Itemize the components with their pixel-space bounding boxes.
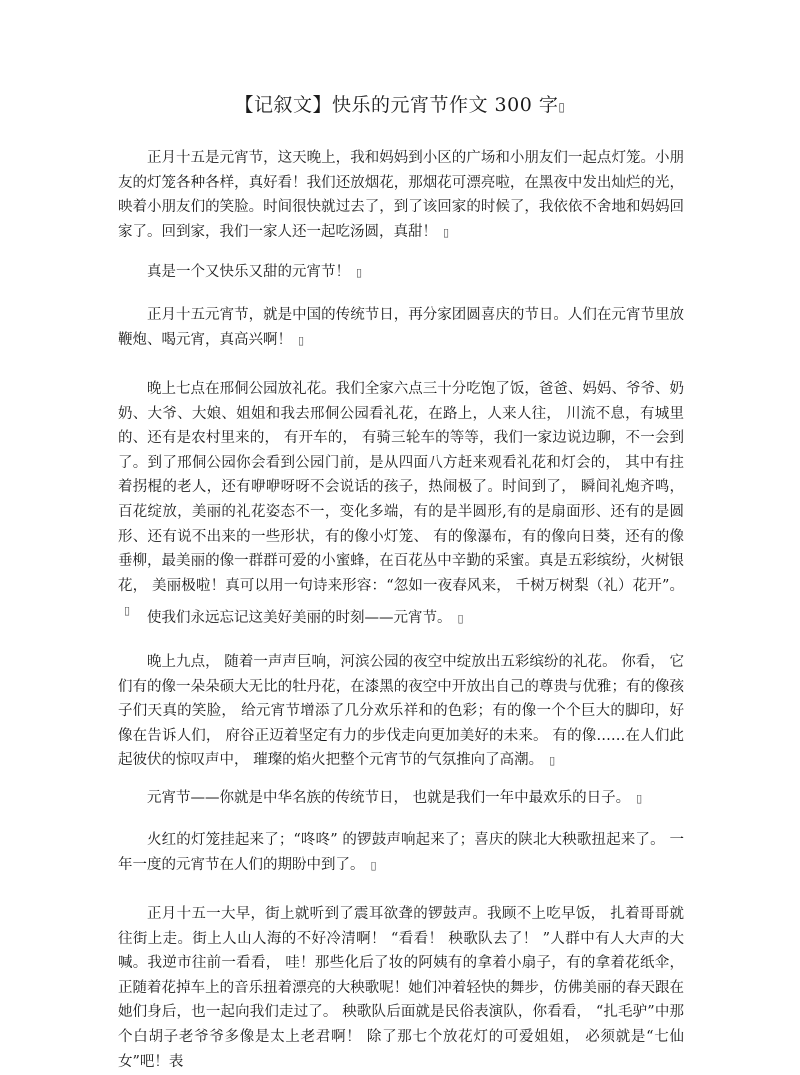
paragraph [118,786,684,812]
paragraph [118,606,684,632]
missing-glyph-icon: ▯ [356,266,363,279]
missing-glyph-icon: ▯ [558,100,566,114]
paragraph [118,650,684,774]
missing-glyph-icon: ▯ [457,612,464,625]
paragraph [118,377,684,624]
paragraph-text: 火红的灯笼挂起来了；“咚咚” 的锣鼓声响起来了；喜庆的陕北大秧歌扭起来了。 一年一度的元宵节在人们的期盼中到了。 [118,832,684,873]
missing-glyph-icon: ▯ [298,333,305,347]
missing-glyph-icon: ▯ [443,225,450,239]
paragraph-text: 正月十五元宵节，就是中国的传统节日，再分家团圆喜庆的节日。人们在元宵节里放鞭炮、喝元宵，真高兴啊！ [118,307,684,348]
paragraph [118,902,684,1075]
missing-glyph-icon: ▯ [636,792,643,805]
paragraph-text: 元宵节——你就是中华名族的传统节日， 也就是我们一年中最欢乐的日子。 [147,790,631,806]
paragraph [118,828,684,878]
paragraph-text: 晚上九点， 随着一声声巨响，河滨公园的夜空中绽放出五彩缤纷的礼花。 你看， 它们有的像一朵朵硕大无比的牡丹花，在漆黑的夜空中开放出自己的尊贵与优雅；有的像孩子们天真的笑脸， 给元宵节增添了几分欢乐祥和的色彩；有的像一个个巨大的脚印，好像在告诉人们， 府谷正迈着坚定有力的步伐走向更加美好的未来。 有的像……在人们此起彼伏的惊叹声中， 璀璨的焰火把整个元宵节的气氛推向了高潮。 [118,654,684,769]
missing-glyph-icon: ▯ [124,604,131,618]
paragraph-text: 正月十五一大早，街上就听到了震耳欲聋的锣鼓声。我顾不上吃早饭， 扎着哥哥就往街上走。街上人山人海的不好冷清啊！ “看看！ 秧歌队去了！ ”人群中有人大声的大喊。我逆市往前一看看， 哇！那些化后了妆的阿姨有的拿着小扇子，有的拿着花纸伞，正随着花掉车上的音乐扭着漂亮的大秧歌呢！她们冲着轻快的舞步，仿佛美丽的春天跟在她们身后，也一起向我们走过了。 秧歌队后面就是民俗表演队，你看看， “扎毛驴”中那个白胡子老爷爷多像是太上老君啊！ 除了那七个放花灯的可爱姐姐， 必须就是“七仙女”吧！表 [118,906,684,1070]
missing-glyph-icon: ▯ [549,754,556,768]
missing-glyph-icon: ▯ [370,858,377,872]
paragraph-text: 正月十五是元宵节，这天晚上，我和妈妈到小区的广场和小朋友们一起点灯笼。小朋友的灯笼各种各样，真好看！我们还放烟花，那烟花可漂亮啦，在黑夜中发出灿烂的光，映着小朋友们的笑脸。时间很快就过去了，到了该回家的时候了，我依依不舍地和妈妈回家了。回到家，我们一家人还一起吃汤圆，真甜！ [118,150,684,240]
paragraph-text: 晚上七点在邢侗公园放礼花。我们全家六点三十分吃饱了饭，爸爸、妈妈、爷爷、奶奶、大爷、大娘、姐姐和我去邢侗公园看礼花，在路上，人来人往， 川流不息，有城里的、还有是农村里来的， 有开车的， 有骑三轮车的等等，我们一家边说边聊，不一会到了。到了邢侗公园你会看到公园门前，是从四面八方赶来观看礼花和灯会的， 其中有拄着拐棍的老人，还有咿咿呀呀不会说话的孩子，热闹极了。时间到了， 瞬间礼炮齐鸣，百花绽放，美丽的礼花姿态不一，变化多端，有的是半圆形,有的是扇面形、还有的是圆形、还有说不出来的一些形状，有的像小灯笼、 有的像瀑布，有的像向日葵，还有的像垂柳，最美丽的像一群群可爱的小蜜蜂，在百花丛中辛勤的采蜜。真是五彩缤纷，火树银花， 美丽极啦！真可以用一句诗来形容：“忽如一夜春风来， 千树万树梨（礼）花开”。 [118,381,684,594]
paragraph-text: 使我们永远忘记这美好美丽的时刻——元宵节。 [147,610,452,626]
paragraph [118,260,684,286]
title-text: 【记叙文】快乐的元宵节作文 300 字 [234,94,559,116]
document-title [0,90,800,117]
paragraph [118,303,684,353]
paragraph [118,146,684,245]
paragraph-text: 真是一个又快乐又甜的元宵节！ [147,264,350,280]
